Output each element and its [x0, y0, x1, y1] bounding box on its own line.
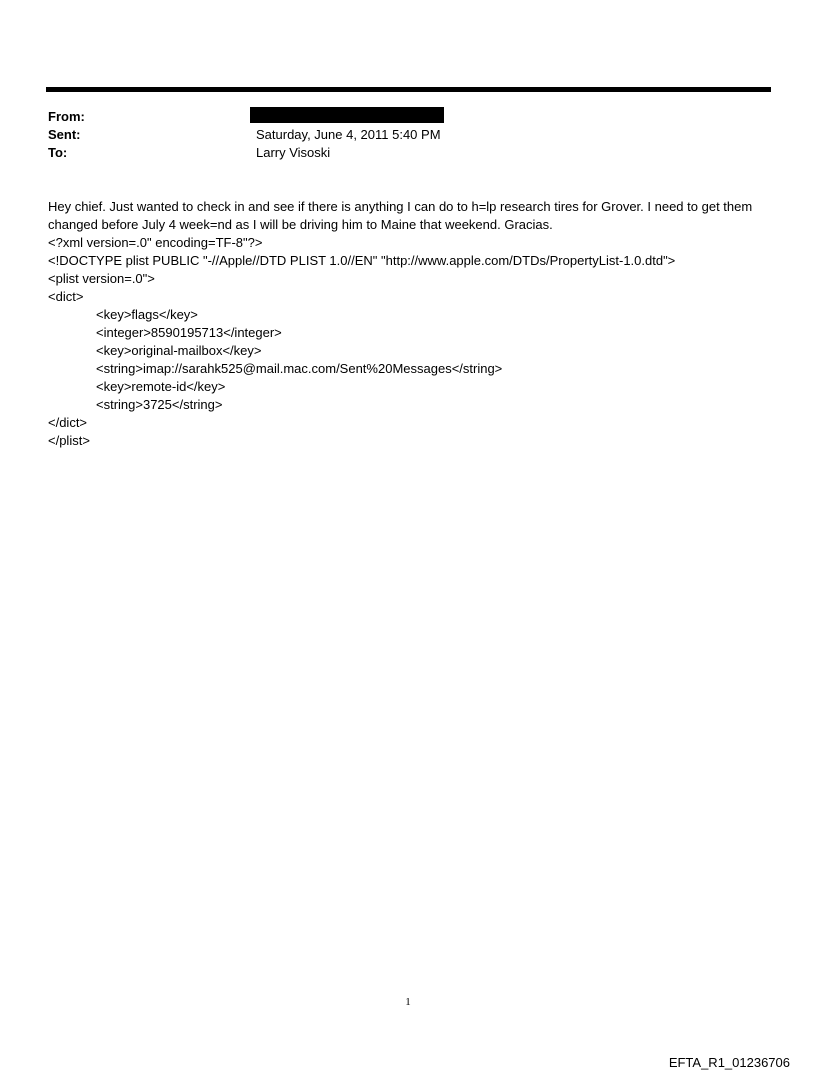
from-label: From: [48, 109, 85, 124]
to-row [48, 144, 748, 162]
to-label: To: [48, 145, 68, 160]
plist-code-block [48, 234, 768, 450]
to-value: Larry Visoski [256, 145, 331, 160]
code-line: <key>flags</key> [96, 307, 198, 322]
email-body [48, 198, 768, 450]
sent-row [48, 126, 748, 144]
code-line: </plist> [48, 433, 90, 448]
page-number: 1 [405, 996, 411, 1008]
code-line: <string>3725</string> [96, 397, 223, 412]
code-line: <dict> [48, 289, 84, 304]
redaction-bar [250, 107, 444, 123]
document-id: EFTA_R1_01236706 [668, 1055, 790, 1070]
message-text: Hey chief. Just wanted to check in and see if there is anything I can do to h=lp research tires for Grover. I need to get them changed before July 4 week=nd as I will be driving him to Maine that weekend. Gracias. [48, 199, 756, 232]
code-line: <string>imap://sarahk525@mail.mac.com/Sent%20Messages</string> [96, 361, 503, 376]
sent-label: Sent: [48, 127, 81, 142]
code-line: <!DOCTYPE plist PUBLIC "-//Apple//DTD PLIST 1.0//EN" "http://www.apple.com/DTDs/PropertyList-1.0.dtd"> [48, 253, 676, 268]
header-divider [46, 87, 771, 92]
code-line: <plist version=.0"> [48, 271, 155, 286]
code-line: </dict> [48, 415, 88, 430]
code-line: <?xml version=.0" encoding=TF-8"?> [48, 235, 263, 250]
sent-value: Saturday, June 4, 2011 5:40 PM [256, 127, 441, 142]
code-line: <key>original-mailbox</key> [96, 343, 262, 358]
from-row [48, 108, 748, 126]
email-header [48, 108, 748, 162]
code-line: <integer>8590195713</integer> [96, 325, 282, 340]
code-line: <key>remote-id</key> [96, 379, 226, 394]
